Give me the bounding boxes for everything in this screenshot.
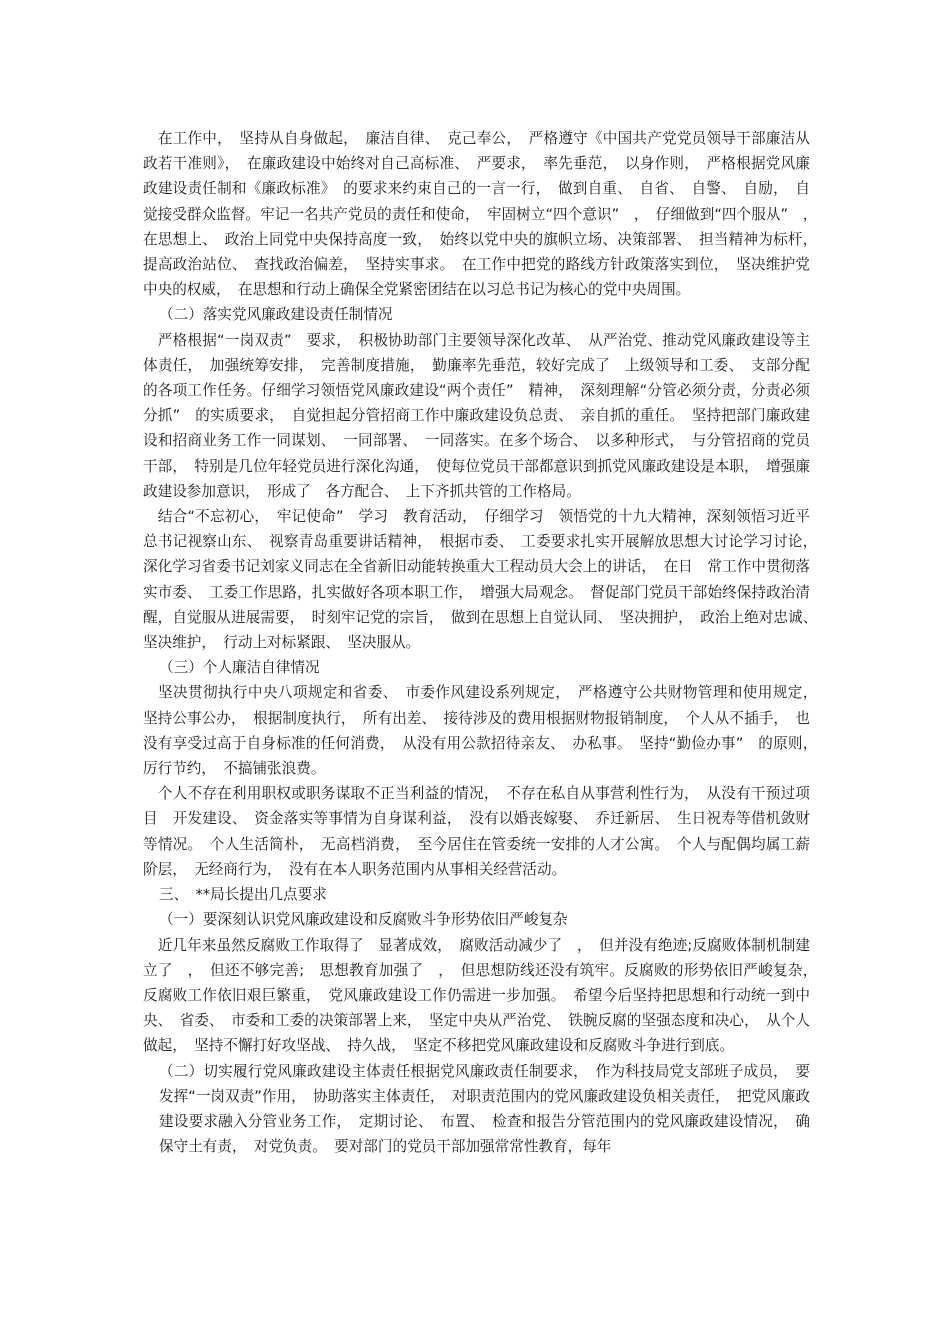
paragraph-responsibility: 严格根据“一岗双责” 要求， 积极协助部门主要领导深化改革、 从严治党、推动党风廉政建设等主体责任， 加强统筹安排， 完善制度措施， 勤廉率先垂范，较好完成了 上级领导和工委、 支部分配的各项工作任务。仔细学习领悟党风廉政建设“两个责任” 精神， 深刻理解“分管必须分责，分责必须分抓” 的实质要求， 自觉担起分管招商工作中廉政建设负总责、 亲自抓的重任。 坚持把部门廉政建设和招商业务工作一同谋划、 一同部署、 一同落实。在多个场合、 以多种形式， 与分管招商的党员干部， 特别是几位年轻党员进行深化沟通， 使每位党员干部都意识到抓党风廉政建设是本职， 增强廉政建设参加意识， 形成了 各方配合、 上下齐抓共管的工作格局。 [143, 331, 810, 500]
section-heading-requirements: 三、 **局长提出几点要求 [159, 886, 327, 904]
paragraph-main-responsibility: （二）切实履行党风廉政建设主体责任根据党风廉政责任制要求， 作为科技局党支部班子成员， 要发挥“一岗双责”作用， 协助落实主体责任， 对职责范围内的党风廉政建设负相关责任， 把党风廉政建设要求融入分管业务工作， 定期讨论、 布置、 检查和报告分管范围内的党风廉政建设情况， 确保守土有责， 对党负责。 要对部门的党员干部加强常常性教育，每年 [159, 1062, 810, 1156]
document-body [143, 126, 825, 1159]
paragraph-self-discipline: 在工作中， 坚持从自身做起， 廉洁自律、 克己奉公， 严格遵守《中国共产党党员领导干部廉洁从政若干准则》， 在廉政建设中始终对自己高标准、 严要求， 率先垂范， 以身作则， 严格根据党风廉政建设责任制和《廉政标准》 的要求来约束自己的一言一行， 做到自重、 自省、 自警、 自励， 自觉接受群众监督。牢记一名共产党员的责任和使命， 牢固树立“四个意识” ， 仔细做到“四个服从” ， 在思想上、 政治上同党中央保持高度一致， 始终以党中央的旗帜立场、决策部署、 担当精神为标杆， 提高政治站位、 查找政治偏差， 坚持实事求。 在工作中把党的路线方针政策落实到位， 坚决维护党中央的权威， 在思想和行动上确保全党紧密团结在以习总书记为核心的党中央周围。 [143, 130, 825, 299]
section-heading-personal-integrity: （三）个人廉洁自律情况 [159, 659, 320, 677]
paragraph-regulations: 坚决贯彻执行中央八项规定和省委、 市委作风建设系列规定， 严格遵守公共财物管理和使用规定， 坚持公事公办， 根据制度执行， 所有出差、 接待涉及的费用根据财物报销制度， 个人从不插手， 也没有享受过高于自身标准的任何消费， 从没有用公款招待亲友、 办私事。 坚持“勤俭办事” 的原则， 厉行节约， 不搞铺张浪费。 [143, 684, 825, 778]
paragraph-study: 结合“不忘初心， 牢记使命” 学习 教育活动， 仔细学习 领悟党的十九大精神，深刻领悟习近平总书记视察山东、 视察青岛重要讲话精神， 根据市委、 工委要求扎实开展解放思想大讨论学习讨论， 深化学习省委书记刘家义同志在全省新旧动能转换重大工程动员大会上的讲话， 在日 常工作中贯彻落实市委、 工委工作思路，扎实做好各项本职工作， 增强大局观念。 督促部门党员干部始终保持政治清醒，自觉服从进展需要， 时刻牢记党的宗旨， 做到在思想上自觉认同、 坚决拥护， 政治上绝对忠诚、 坚决维护， 行动上对标紧跟、 坚决服从。 [143, 508, 825, 652]
paragraph-anti-corruption: 近几年来虽然反腐败工作取得了 显著成效， 腐败活动减少了 ， 但并没有绝迹;反腐败体制机制建立了 ， 但还不够完善; 思想教育加强了 ， 但思想防线还没有筑牢。反腐败的形势依旧严峻复杂， 反腐败工作依旧艰巨繁重， 党风廉政建设工作仍需进一步加强。 希望今后坚持把思想和行动统一到中央、 省委、 市委和工委的决策部署上来， 坚定中央从严治党、 铁腕反腐的坚强态度和决心， 从个人做起， 坚持不懈打好攻坚战、 持久战， 坚定不移把党风廉政建设和反腐败斗争进行到底。 [143, 936, 825, 1055]
section-heading-responsibility: （二）落实党风廉政建设责任制情况 [159, 306, 393, 324]
paragraph-no-misconduct: 个人不存在利用职权或职务谋取不正当利益的情况， 不存在私自从事营利性行为， 从没有干预过项目 开发建设、 资金落实等事情为自身谋利益， 没有以婚丧嫁娶、 乔迁新居、 生日祝寿等借机敛财等情况。 个人生活简朴， 无高档消费， 至今居住在管委统一安排的人才公寓。 个人与配偶均属工薪阶层， 无经商行为， 没有在本人职务范围内从事相关经营活动。 [143, 785, 810, 878]
subsection-heading-situation: （一）要深刻认识党风廉政建设和反腐败斗争形势依旧严峻复杂 [159, 911, 568, 929]
